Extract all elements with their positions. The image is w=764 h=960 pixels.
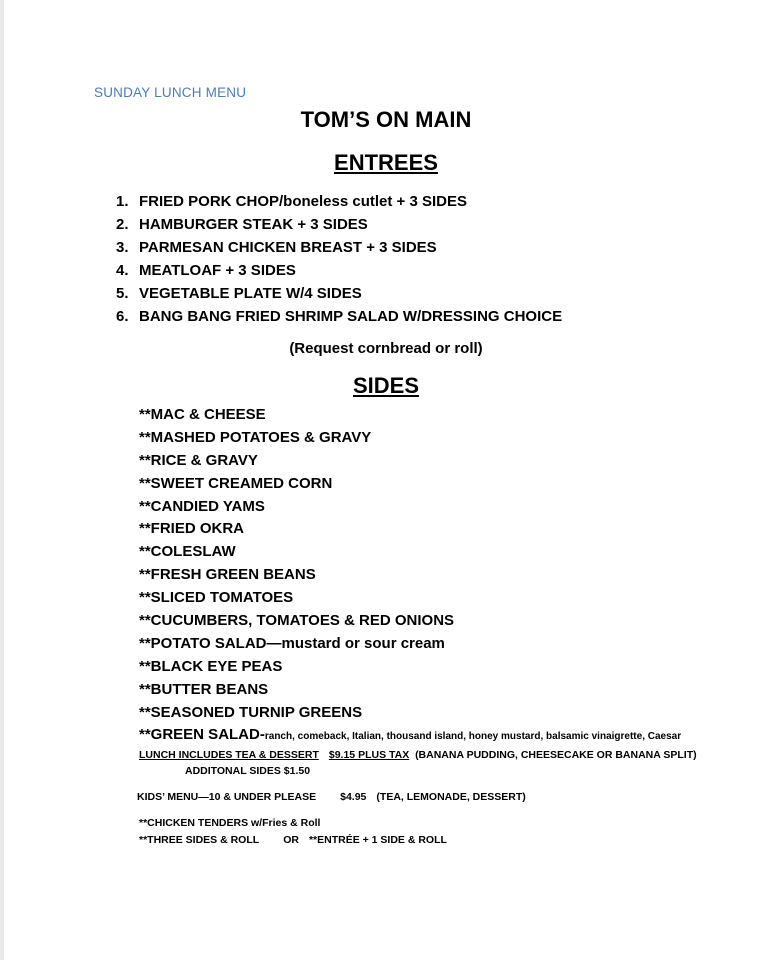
side-item: **MAC & CHEESE bbox=[139, 406, 266, 423]
side-item: **POTATO SALAD—mustard or sour cream bbox=[139, 634, 445, 652]
kids-option-sides: **THREE SIDES & ROLL OR **ENTRÉE + 1 SIDE & ROLL bbox=[139, 834, 447, 846]
restaurant-name: TOM’S ON MAIN bbox=[300, 107, 472, 132]
additional-sides: ADDITONAL SIDES $1.50 bbox=[185, 765, 311, 777]
side-item-green-salad bbox=[139, 723, 681, 746]
side-item: **SLICED TOMATOES bbox=[139, 589, 294, 607]
green-salad-name: **GREEN SALAD- bbox=[139, 726, 265, 744]
menu-header-label: SUNDAY LUNCH MENU bbox=[94, 85, 247, 100]
side-item: **RICE & GRAVY bbox=[139, 451, 258, 469]
side-item: **FRIED OKRA bbox=[139, 520, 245, 538]
bread-note: (Request cornbread or roll) bbox=[289, 340, 483, 357]
entree-item: 5. VEGETABLE PLATE W/4 SIDES bbox=[116, 285, 362, 302]
entree-item: 6. BANG BANG FRIED SHRIMP SALAD W/DRESSING CHOICE bbox=[116, 308, 563, 325]
dessert-options: (BANANA PUDDING, CHEESECAKE OR BANANA SPLIT) bbox=[415, 749, 697, 761]
green-salad-dressings: ranch, comeback, Italian, thousand island, honey mustard, balsamic vinaigrette, Caesar bbox=[264, 731, 682, 743]
side-item: **SEASONED TURNIP GREENS bbox=[139, 703, 363, 721]
side-item: **BLACK EYE PEAS bbox=[139, 657, 283, 675]
kids-includes: (TEA, LEMONADE, DESSERT) bbox=[376, 791, 526, 803]
lunch-includes-line bbox=[139, 749, 697, 761]
side-item: **BUTTER BEANS bbox=[139, 680, 269, 698]
entree-item: 3. PARMESAN CHICKEN BREAST + 3 SIDES bbox=[116, 239, 437, 256]
side-item: **COLESLAW bbox=[139, 543, 236, 561]
kids-price: $4.95 bbox=[340, 791, 367, 803]
side-item: **MASHED POTATOES & GRAVY bbox=[139, 428, 372, 446]
entree-item: 4. MEATLOAF + 3 SIDES bbox=[116, 262, 296, 279]
entree-item: 1. FRIED PORK CHOP/boneless cutlet + 3 SIDES bbox=[116, 193, 467, 210]
lunch-includes: LUNCH INCLUDES TEA & DESSERT bbox=[139, 749, 319, 761]
entrees-list bbox=[116, 190, 562, 328]
side-item: **SWEET CREAMED CORN bbox=[139, 474, 333, 492]
kids-menu-line bbox=[137, 791, 526, 803]
lunch-price: $9.15 PLUS TAX bbox=[328, 749, 410, 761]
kids-heading: KIDS’ MENU—10 & UNDER PLEASE bbox=[137, 791, 317, 803]
kids-option-tenders: **CHICKEN TENDERS w/Fries & Roll bbox=[139, 817, 321, 829]
sides-heading: SIDES bbox=[352, 373, 420, 398]
entree-item: 2. HAMBURGER STEAK + 3 SIDES bbox=[116, 216, 368, 233]
sides-list bbox=[139, 403, 681, 746]
side-item: **CANDIED YAMS bbox=[139, 497, 265, 515]
side-item: **CUCUMBERS, TOMATOES & RED ONIONS bbox=[139, 612, 455, 630]
page-edge bbox=[0, 0, 4, 960]
entrees-heading: ENTREES bbox=[334, 150, 438, 175]
side-item: **FRESH GREEN BEANS bbox=[139, 566, 316, 584]
